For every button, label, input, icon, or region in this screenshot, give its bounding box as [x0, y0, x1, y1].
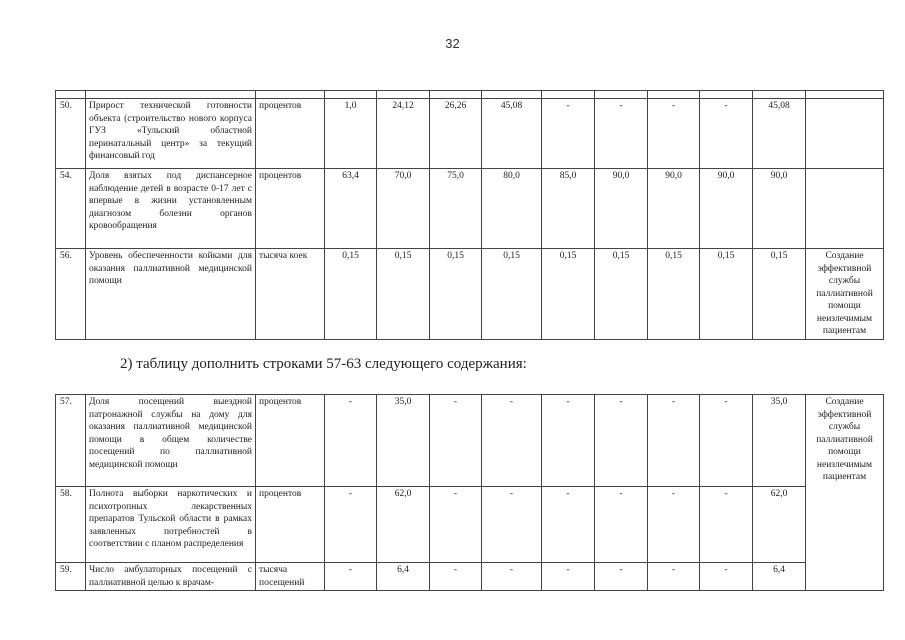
- table-row: [56, 395, 884, 487]
- value-cell: 70,0: [377, 169, 430, 249]
- note-cell: Создание эффективной службы паллиативной помощи неизлечимым пациентам: [806, 249, 884, 340]
- value-cell: -: [595, 99, 648, 169]
- value-cell: -: [430, 395, 482, 487]
- table-top-rule: [56, 91, 884, 99]
- value-cell: 0,15: [325, 249, 377, 340]
- value-cell: -: [325, 395, 377, 487]
- value-cell: -: [700, 487, 753, 563]
- row-number: 59.: [56, 563, 86, 591]
- value-cell: 0,15: [753, 249, 806, 340]
- value-cell: 45,08: [482, 99, 542, 169]
- value-cell: -: [430, 487, 482, 563]
- unit-cell: тысяча посещений: [256, 563, 325, 591]
- value-cell: -: [648, 395, 700, 487]
- indicator-name: Число амбулаторных посещений с паллиативной целью к врачам-: [86, 563, 256, 591]
- value-cell: 85,0: [542, 169, 595, 249]
- value-cell: -: [430, 563, 482, 591]
- table-row: [56, 249, 884, 340]
- unit-cell: процентов: [256, 487, 325, 563]
- value-cell: -: [542, 487, 595, 563]
- value-cell: -: [542, 563, 595, 591]
- value-cell: -: [648, 99, 700, 169]
- value-cell: 0,15: [648, 249, 700, 340]
- value-cell: 90,0: [648, 169, 700, 249]
- indicators-table-1: [55, 90, 884, 340]
- unit-cell: процентов: [256, 395, 325, 487]
- value-cell: 0,15: [542, 249, 595, 340]
- value-cell: -: [542, 99, 595, 169]
- value-cell: 90,0: [700, 169, 753, 249]
- indicator-name: Полнота выборки наркотических и психотропных лекарственных препаратов Тульской области в рамках заявленных потребностей в соответствии с планом распределения: [86, 487, 256, 563]
- indicator-name: Доля взятых под диспансерное наблюдение детей в возрасте 0-17 лет с впервые в жизни установленным диагнозом болезни органов кровообращения: [86, 169, 256, 249]
- row-number: 56.: [56, 249, 86, 340]
- table-row: [56, 487, 884, 563]
- value-cell: 75,0: [430, 169, 482, 249]
- note-cell: [806, 99, 884, 169]
- value-cell: 6,4: [377, 563, 430, 591]
- value-cell: 0,15: [595, 249, 648, 340]
- table-row: [56, 99, 884, 169]
- instruction-text: 2) таблицу дополнить строками 57-63 следующего содержания:: [120, 356, 527, 372]
- value-cell: -: [482, 395, 542, 487]
- value-cell: -: [648, 563, 700, 591]
- note-cell: Создание эффективной службы паллиативной помощи неизлечимым пациентам: [806, 395, 884, 591]
- value-cell: -: [482, 563, 542, 591]
- value-cell: 6,4: [753, 563, 806, 591]
- value-cell: 62,0: [753, 487, 806, 563]
- value-cell: 63,4: [325, 169, 377, 249]
- value-cell: -: [595, 395, 648, 487]
- value-cell: 26,26: [430, 99, 482, 169]
- value-cell: 0,15: [482, 249, 542, 340]
- value-cell: 0,15: [700, 249, 753, 340]
- value-cell: -: [700, 395, 753, 487]
- value-cell: -: [648, 487, 700, 563]
- value-cell: 1,0: [325, 99, 377, 169]
- table-row: [56, 169, 884, 249]
- value-cell: -: [542, 395, 595, 487]
- value-cell: 62,0: [377, 487, 430, 563]
- value-cell: 24,12: [377, 99, 430, 169]
- indicator-name: Прирост технической готовности объекта (строительство нового корпуса ГУЗ «Тульский областной перинатальный центр» за текущий финансовый год: [86, 99, 256, 169]
- value-cell: 35,0: [377, 395, 430, 487]
- unit-cell: тысяча коек: [256, 249, 325, 340]
- table-row: [56, 563, 884, 591]
- row-number: 57.: [56, 395, 86, 487]
- unit-cell: процентов: [256, 169, 325, 249]
- value-cell: 35,0: [753, 395, 806, 487]
- value-cell: 45,08: [753, 99, 806, 169]
- value-cell: 90,0: [753, 169, 806, 249]
- value-cell: -: [700, 563, 753, 591]
- value-cell: 0,15: [377, 249, 430, 340]
- value-cell: 90,0: [595, 169, 648, 249]
- indicator-name: Уровень обеспеченности койками для оказания паллиативной медицинской помощи: [86, 249, 256, 340]
- indicator-name: Доля посещений выездной патронажной службы на дому для оказания паллиативной медицинской помощи в общем количестве посещений по паллиативной медицинской помощи: [86, 395, 256, 487]
- value-cell: -: [325, 487, 377, 563]
- page-number: 32: [445, 36, 460, 51]
- value-cell: 80,0: [482, 169, 542, 249]
- value-cell: -: [482, 487, 542, 563]
- value-cell: -: [595, 563, 648, 591]
- row-number: 50.: [56, 99, 86, 169]
- value-cell: -: [595, 487, 648, 563]
- value-cell: 0,15: [430, 249, 482, 340]
- row-number: 54.: [56, 169, 86, 249]
- row-number: 58.: [56, 487, 86, 563]
- note-cell: [806, 169, 884, 249]
- value-cell: -: [325, 563, 377, 591]
- value-cell: -: [700, 99, 753, 169]
- unit-cell: процентов: [256, 99, 325, 169]
- indicators-table-2: [55, 394, 884, 591]
